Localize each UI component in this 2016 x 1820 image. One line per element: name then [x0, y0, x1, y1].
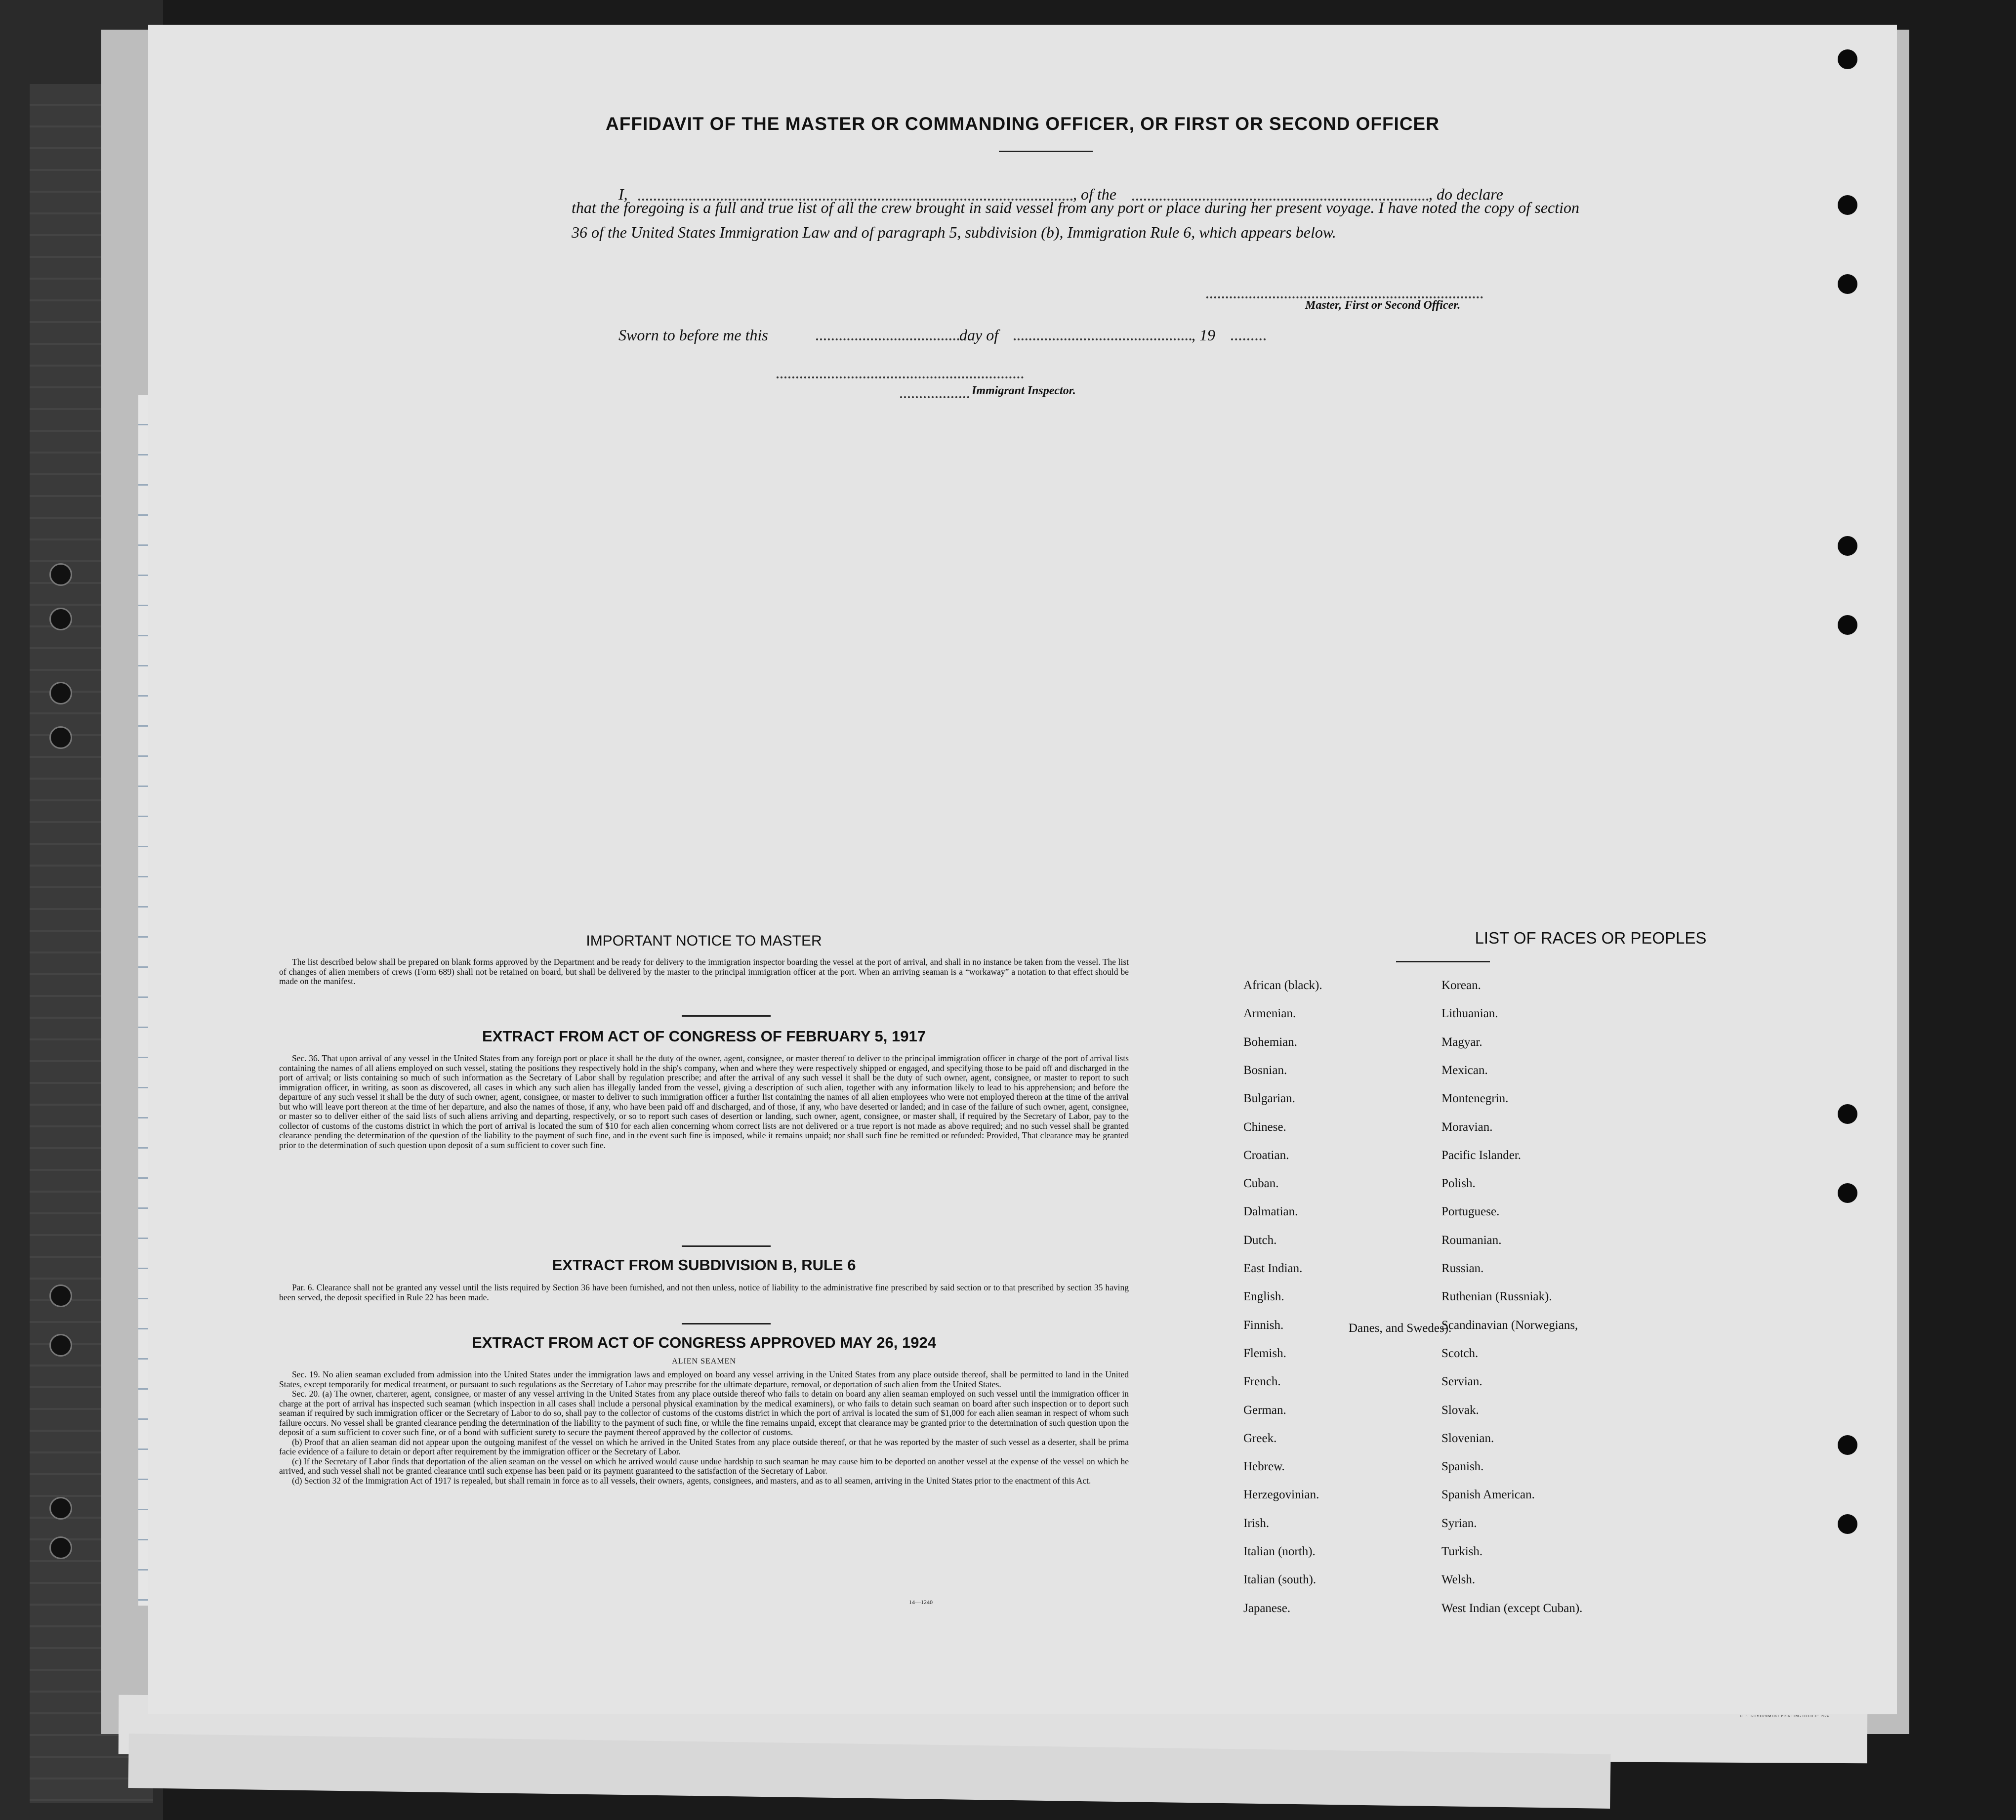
printing-office-imprint: U. S. GOVERNMENT PRINTING OFFICE: 1924	[1740, 1714, 1829, 1718]
races-rule	[1396, 961, 1490, 962]
extract-rule6-text	[279, 1283, 1129, 1302]
race-item: Montenegrin.	[1441, 1092, 1509, 1106]
race-item: Dutch.	[1243, 1233, 1277, 1247]
affidavit-i-label: I,	[618, 185, 628, 203]
section-rule	[682, 1323, 771, 1324]
sec-20d-paragraph: (d) Section 32 of the Immigration Act of 1917 is repealed, but shall remain in force as to all vessels, their owners, agents, consignees, and masters, and as to all seamen, arriving in the United States prior to the enactment of this Act.	[292, 1475, 1091, 1486]
extract-1924-title: EXTRACT FROM ACT OF CONGRESS APPROVED MAY 26, 1924	[472, 1334, 936, 1351]
race-item: Spanish American.	[1441, 1488, 1535, 1502]
race-item: Bosnian.	[1243, 1063, 1287, 1077]
sec-20a-paragraph: Sec. 20. (a) The owner, charterer, agent, consignee, or master of any vessel arriving in the United States from any place outside thereof who fails to detain on board any alien seaman employed on such vessel until the immigration officer in charge at the port of arrival has inspected such seaman (which inspection in all cases shall include a personal physical examination by the medical examiners), or who fails to detain such seaman on board after such inspection or to deport such seaman if required by such immigration officer or the Secretary of Labor to do so, shall pay to the collector of customs of the customs district in which the port of arrival is located the sum of $1,000 for each alien seaman in respect of whom such failure occurs. No vessel shall be granted clearance pending the determination of the liability to the payment of such fine, or while the fine remains unpaid, except that clearance may be granted prior to the determination of such question upon the deposit of a sum sufficient to cover such fine, or of a bond with sufficient surety to secure the payment thereof approved by the collector of customs.	[279, 1389, 1129, 1437]
sec-20b-paragraph: (b) Proof that an alien seaman did not appear upon the outgoing manifest of the vessel on which he arrived in the United States from any place outside thereof, or that he was reported by the master of such vessel as a deserter, shall be prima facie evidence of a failure to detain or deport after requirement by the immigration officer or the Secretary of Labor.	[279, 1437, 1129, 1456]
race-item: Scandinavian (Norwegians,	[1441, 1318, 1578, 1332]
race-item: Mexican.	[1441, 1063, 1488, 1077]
sec-19-paragraph: Sec. 19. No alien seaman excluded from admission into the United States under the immigration laws and employed on board any vessel arriving in the United States from any place outside thereof, shall be permitted to land in the United States, except temporarily for medical treatment, or pursuant to such regulations as the Secretary of Labor may prescribe for the ultimate departure, removal, or deportation of such alien from the United States.	[279, 1369, 1129, 1389]
punch-hole	[1838, 195, 1857, 215]
race-item: Italian (north).	[1243, 1545, 1316, 1558]
punch-hole	[1838, 1183, 1857, 1203]
race-item: German.	[1243, 1403, 1286, 1417]
affidavit-title: AFFIDAVIT OF THE MASTER OR COMMANDING OFFICER, OR FIRST OR SECOND OFFICER	[606, 114, 1440, 134]
race-item: Polish.	[1441, 1177, 1476, 1191]
binder-hole	[49, 1284, 72, 1307]
affidavit-of-the-label: , of the	[1073, 185, 1116, 203]
race-item: Flemish.	[1243, 1346, 1286, 1360]
race-item: Bulgarian.	[1243, 1092, 1295, 1106]
race-item: Korean.	[1441, 979, 1481, 992]
race-item: Herzegovinian.	[1243, 1488, 1319, 1502]
race-item: Slovak.	[1441, 1403, 1479, 1417]
race-item: West Indian (except Cuban).	[1441, 1601, 1583, 1615]
notice-title: IMPORTANT NOTICE TO MASTER	[586, 933, 822, 949]
punch-hole	[1838, 1435, 1857, 1455]
race-item: Chinese.	[1243, 1120, 1286, 1134]
binder-hole	[49, 608, 72, 630]
race-item: Dalmatian.	[1243, 1205, 1298, 1219]
extract-1924-subtitle: ALIEN SEAMEN	[672, 1357, 736, 1365]
race-item: Magyar.	[1441, 1035, 1482, 1049]
race-item: French.	[1243, 1375, 1281, 1389]
binder-hole	[49, 682, 72, 704]
punch-hole	[1838, 1514, 1857, 1534]
sworn-day-blank[interactable]	[816, 338, 959, 340]
race-item: Bohemian.	[1243, 1035, 1298, 1049]
sworn-month-blank[interactable]	[1014, 338, 1192, 340]
race-item: Welsh.	[1441, 1573, 1476, 1587]
punch-hole	[1838, 615, 1857, 635]
binder-hole	[49, 726, 72, 749]
races-title: LIST OF RACES OR PEOPLES	[1475, 929, 1707, 947]
sworn-year-blank[interactable]	[1231, 338, 1266, 340]
day-of-label: day of	[959, 326, 999, 344]
notice-paragraph: The list described below shall be prepared on blank forms approved by the Department and be ready for delivery to the immigration inspector boarding the vessel at the port of arrival, and shall in no instance be taken from the vessel. The list of changes of alien members of crews (Form 689) shall not be retained on board, but shall be delivered by the master to the principal immigration officer at the port. When an arriving seaman is a “workaway” a notation to that effect should be made on the manifest.	[279, 957, 1129, 986]
inspector-caption: Immigrant Inspector.	[972, 384, 1076, 397]
race-item: Pacific Islander.	[1441, 1148, 1522, 1162]
race-item: Italian (south).	[1243, 1573, 1317, 1587]
extract-1917-text	[279, 1054, 1129, 1150]
punch-hole	[1838, 536, 1857, 556]
race-item: African (black).	[1243, 979, 1322, 992]
signature-blank[interactable]	[1206, 296, 1483, 298]
extract-1917-paragraph: Sec. 36. That upon arrival of any vessel in the United States from any foreign port or place it shall be the duty of the owner, agent, consignee, or master thereof to deliver to the principal immigration officer in charge of the port of arrival lists containing the names of all aliens employed on such vessel, stating the positions they respectively hold in the ship's company, when and where they were respectively shipped or engaged, and specifying those to be paid off and discharged in the port of arrival; or lists containing so much of such information as the Secretary of Labor shall by regulation prescribe; and after the arrival of any such vessel it shall be the duty of such owner, agent, consignee, or master to report to such immigration officer, in writing, as soon as discovered, all cases in which any such alien has illegally landed from the vessel, giving a description of such alien, together with any information likely to lead to his apprehension; and before the departure of any such vessel it shall be the duty of such owner, agent, consignee, or master to deliver to such immigration officer a further list containing the names of all alien employees who were not employed thereon at the time of the arrival but who will leave port thereon at the time of her departure, and also the names of those, if any, who have been paid off and discharged, and of those, if any, who have deserted or landed; and in case of the failure of such owner, agent, consignee, or master so to deliver either of the said lists of such aliens arriving and departing, respectively, or so to report such cases of desertion or landing, such owner, agent, consignee, or master shall, if required by the Secretary of Labor, pay to the collector of customs of the customs district in which the port of arrival is located the sum of $10 for each alien concerning whom correct lists are not delivered or a true report is not made as above required; and no such vessel shall be granted clearance pending the determination of the question of the liability to the payment of such fine, and in the event such fine is imposed, while it remains unpaid; nor shall such fine be remitted or refunded: Provided, That clearance may be granted prior to the determination of such question upon deposit of a sum sufficient to cover such fine.	[279, 1053, 1129, 1150]
signature-caption: Master, First or Second Officer.	[1305, 299, 1461, 312]
binder-hole	[49, 1497, 72, 1520]
year-label: , 19	[1192, 326, 1215, 344]
inspector-caption-leader	[900, 396, 969, 398]
race-item: Japanese.	[1243, 1601, 1291, 1615]
race-item: Slovenian.	[1441, 1431, 1494, 1445]
notice-text	[279, 957, 1129, 987]
extract-rule6-title: EXTRACT FROM SUBDIVISION B, RULE 6	[552, 1256, 856, 1274]
binder-hole	[49, 563, 72, 586]
race-item: English.	[1243, 1290, 1284, 1304]
extract-1917-title: EXTRACT FROM ACT OF CONGRESS OF FEBRUARY 5, 1917	[482, 1028, 926, 1045]
race-item: Croatian.	[1243, 1148, 1289, 1162]
punch-hole	[1838, 49, 1857, 69]
race-item: Hebrew.	[1243, 1460, 1285, 1474]
race-item: Servian.	[1441, 1375, 1482, 1389]
binder-hole	[49, 1536, 72, 1559]
race-item: Cuban.	[1243, 1177, 1279, 1191]
race-item: Turkish.	[1441, 1545, 1483, 1558]
section-rule	[682, 1015, 771, 1017]
binder-hole	[49, 1334, 72, 1357]
section-rule	[682, 1245, 771, 1247]
race-item: Portuguese.	[1441, 1205, 1500, 1219]
race-scandinavian-continued: Danes, and Swedes).	[1349, 1322, 1452, 1335]
race-item: Greek.	[1243, 1431, 1277, 1445]
race-item: Finnish.	[1243, 1318, 1284, 1332]
document-page	[148, 25, 1897, 1718]
form-number: 14—1240	[909, 1599, 933, 1606]
race-item: Moravian.	[1441, 1120, 1493, 1134]
race-item: Armenian.	[1243, 1007, 1296, 1021]
punch-hole	[1838, 1104, 1857, 1124]
race-item: Russian.	[1441, 1262, 1484, 1275]
extract-1924-text	[279, 1370, 1129, 1486]
race-item: East Indian.	[1243, 1262, 1303, 1275]
affidavit-declare-label: , do declare	[1429, 185, 1503, 203]
race-item: Ruthenian (Russniak).	[1441, 1290, 1552, 1304]
sec-20c-paragraph: (c) If the Secretary of Labor finds that deportation of the alien seaman on the vessel on which he arrived would cause undue hardship to such seaman he may cause him to be deported on another vessel at the expense of the vessel on which he arrived, and such vessel shall not be granted clearance until such expense has been paid or its payment guaranteed to the satisfaction of the Secretary of Labor.	[279, 1456, 1129, 1476]
race-item: Roumanian.	[1441, 1233, 1502, 1247]
extract-rule6-paragraph: Par. 6. Clearance shall not be granted any vessel until the lists required by Section 36 have been furnished, and not then unless, notice of liability to the administrative fine prescribed by said section or to that prescribed by section 35 having been served, the deposit specified in Rule 22 has been made.	[279, 1282, 1129, 1302]
race-item: Lithuanian.	[1441, 1007, 1498, 1021]
race-item: Irish.	[1243, 1516, 1270, 1530]
race-item: Syrian.	[1441, 1516, 1477, 1530]
inspector-signature-blank[interactable]	[777, 376, 1024, 378]
race-item: Spanish.	[1441, 1460, 1484, 1474]
title-rule	[999, 151, 1093, 152]
affidavit-body: that the foregoing is a full and true list of all the crew brought in said vessel from any port or place during her present voyage. I have noted the copy of section 36 of the United States Immigration Law and of paragraph 5, subdivision (b), Immigration Rule 6, which appears below.	[572, 199, 1579, 241]
race-item: Scotch.	[1441, 1346, 1479, 1360]
sworn-label: Sworn to before me this	[618, 326, 768, 344]
punch-hole	[1838, 274, 1857, 294]
